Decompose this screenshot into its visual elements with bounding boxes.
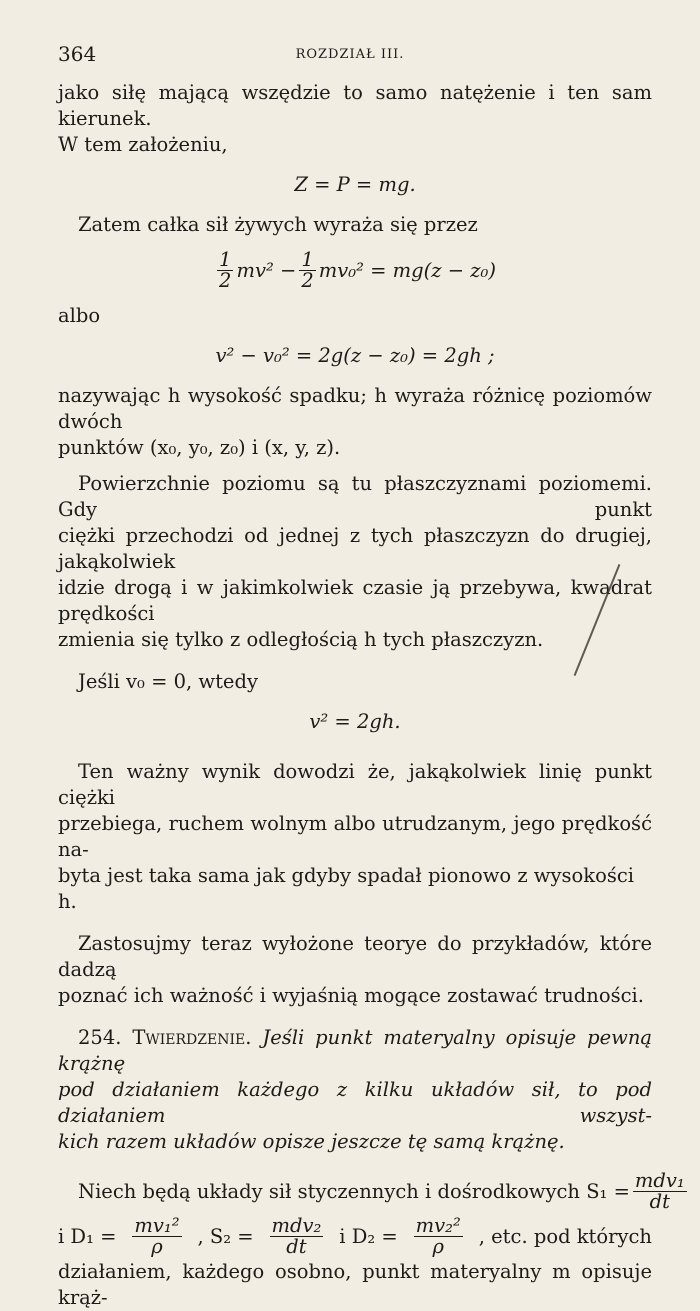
fraction-numerator: mv₂² (415, 1214, 461, 1237)
text-segment: i D₁ = (58, 1224, 117, 1248)
paragraph-line: poznać ich ważność i wyjaśnią mogące zostawać trudności. (58, 984, 644, 1007)
page-number: 364 (58, 42, 97, 66)
paragraph-line: punktów (x₀, y₀, z₀) i (x, y, z). (58, 436, 341, 459)
fraction-numerator: mdv₂ (271, 1214, 322, 1237)
paragraph-line: działaniem, każdego osobno, punkt materyalny m opisuje krąż- (58, 1260, 652, 1309)
paragraph-line: idzie drogą i w jakimkolwiek czasie ją przebywa, kwadrat prędkości (58, 576, 652, 625)
fraction-numerator: 1 (219, 248, 232, 271)
paragraph-line: Jeśli v₀ = 0, wtedy (78, 670, 258, 693)
paragraph-line: Zatem całka sił żywych wyraża się przez (78, 213, 478, 236)
theorem-label: Twierdzenie. (132, 1026, 252, 1049)
paragraph-line: jako siłę mającą wszędzie to samo natężenie i ten sam kierunek. (58, 81, 652, 130)
fraction (270, 1216, 324, 1257)
paragraph-line: zmienia się tylko z odległością h tych płaszczyzn. (58, 628, 544, 651)
fraction-denominator: 2 (219, 269, 232, 292)
fraction-denominator: 2 (301, 269, 314, 292)
fraction (414, 1216, 463, 1257)
fraction (217, 250, 233, 291)
text-segment: , etc. pod których (478, 1224, 652, 1248)
fraction (132, 1216, 181, 1257)
equation-term: mv² − (236, 258, 297, 282)
paragraph-line: albo (58, 304, 101, 327)
fraction-denominator: dt (286, 1235, 307, 1258)
paragraph-line (58, 1216, 652, 1257)
equation-term: mv₀² = mg(z − z₀) (318, 258, 496, 282)
paragraph-line: Zastosujmy teraz wyłożone teorye do przykładów, które dadzą (58, 932, 652, 981)
paragraph-line (58, 1169, 685, 1213)
paragraph-line: przebiega, ruchem wolnym albo utrudzanym, jego prędkość na- (58, 812, 652, 861)
theorem-line: pod działaniem każdego z kilku układów sił, to pod działaniem wszyst- (58, 1078, 652, 1127)
theorem-line: kich razem układów opisze jeszcze tę samą krążnę. (58, 1130, 565, 1153)
equation-live-force (58, 250, 652, 291)
paragraph-line: Ten ważny wynik dowodzi że, jakąkolwiek linię punkt ciężki (58, 760, 652, 809)
page-body (58, 80, 685, 1311)
fraction (633, 1171, 687, 1212)
fraction-denominator: ρ (151, 1235, 163, 1258)
fraction-numerator: 1 (301, 248, 314, 271)
running-head: ROZDZIAŁ III. (295, 47, 405, 62)
equation-velocity-height: v² − v₀² = 2g(z − z₀) = 2gh ; (215, 344, 495, 367)
equation-v-squared: v² = 2gh. (309, 710, 401, 733)
fraction-numerator: mv₁² (134, 1214, 180, 1237)
text-segment: , S₂ = (197, 1224, 254, 1248)
page-header (0, 42, 700, 68)
text-segment: i D₂ = (339, 1224, 398, 1248)
theorem-text: Jeśli punkt materyalny opisuje pewną krążnę (58, 1026, 653, 1075)
text-segment: Niech będą układy sił styczennych i dośrodkowych S₁ = (78, 1179, 630, 1203)
section-number: 254. (78, 1026, 122, 1049)
fraction-denominator: ρ (432, 1235, 444, 1258)
theorem-line (58, 1025, 652, 1077)
equation-z-p-mg: Z = P = mg. (294, 173, 416, 196)
paragraph-line: byta jest taka sama jak gdyby spadał pionowo z wysokości h. (58, 864, 634, 913)
paragraph-line: nazywając h wysokość spadku; h wyraża różnicę poziomów dwóch (58, 384, 652, 433)
paragraph-line: W tem założeniu, (58, 133, 228, 156)
fraction (299, 250, 315, 291)
fraction-numerator: mdv₁ (634, 1169, 685, 1192)
paragraph-line: Powierzchnie poziomu są tu płaszczyznami poziomemi. Gdy punkt (58, 472, 652, 521)
fraction-denominator: dt (649, 1190, 670, 1213)
paragraph-line: ciężki przechodzi od jednej z tych płaszczyzn do drugiej, jakąkolwiek (58, 524, 652, 573)
